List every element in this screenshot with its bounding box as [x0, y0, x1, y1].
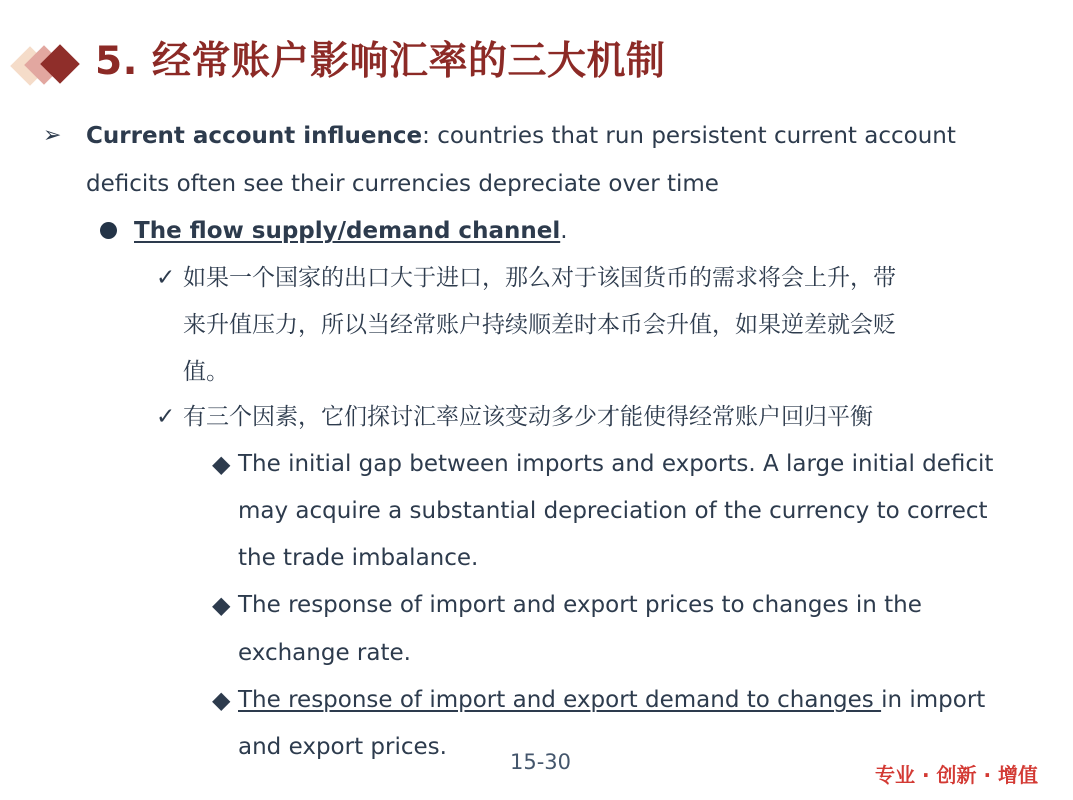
flow-channel-heading: The flow supply/demand channel — [134, 218, 561, 244]
factor3-rest-text: in import — [881, 687, 986, 713]
footer-slogan: 专业 · 创新 · 增值 — [875, 763, 1039, 787]
factor3-line-1 — [238, 685, 985, 715]
main-bullet-heading: Current account influence — [86, 123, 423, 149]
main-bullet-line-2: deficits often see their currencies depreciate over time — [86, 171, 719, 197]
main-bullet-text-1: : countries that run persistent current account — [422, 123, 956, 149]
check2-line-1: 有三个因素，它们探讨汇率应该变动多少才能使得经常账户回归平衡 — [183, 404, 873, 430]
diamond-icon: ◆ — [212, 591, 231, 619]
arrow-bullet-icon: ➢ — [43, 123, 62, 148]
page-title: 5. 经常账户影响汇率的三大机制 — [95, 39, 666, 84]
main-bullet-line-1 — [86, 121, 956, 151]
check1-line-1: 如果一个国家的出口大于进口，那么对于该国货币的需求将会上升，带 — [183, 265, 896, 291]
diamond-icon: ◆ — [212, 450, 231, 478]
factor3-line-2: and export prices. — [238, 734, 447, 760]
checkmark-icon: ✓ — [156, 404, 176, 430]
checkmark-icon: ✓ — [156, 265, 176, 291]
flow-channel-line — [134, 216, 568, 246]
factor3-underlined-text: The response of import and export demand to changes — [238, 687, 882, 713]
factor1-line-3: the trade imbalance. — [238, 545, 479, 571]
diamond-icon: ◆ — [212, 686, 231, 714]
filled-circle-icon — [100, 222, 117, 239]
diamond-stack-icon — [8, 38, 98, 96]
factor1-line-2: may acquire a substantial depreciation of the currency to correct — [238, 498, 988, 524]
flow-channel-suffix: . — [560, 218, 568, 244]
factor2-line-2: exchange rate. — [238, 640, 411, 666]
page-number: 15-30 — [510, 750, 572, 774]
check1-line-3: 值。 — [183, 359, 229, 385]
factor2-line-1: The response of import and export prices to changes in the — [238, 592, 922, 618]
factor1-line-1: The initial gap between imports and exports. A large initial deficit — [238, 451, 994, 477]
check1-line-2: 来升值压力，所以当经常账户持续顺差时本币会升值，如果逆差就会贬 — [183, 312, 896, 338]
